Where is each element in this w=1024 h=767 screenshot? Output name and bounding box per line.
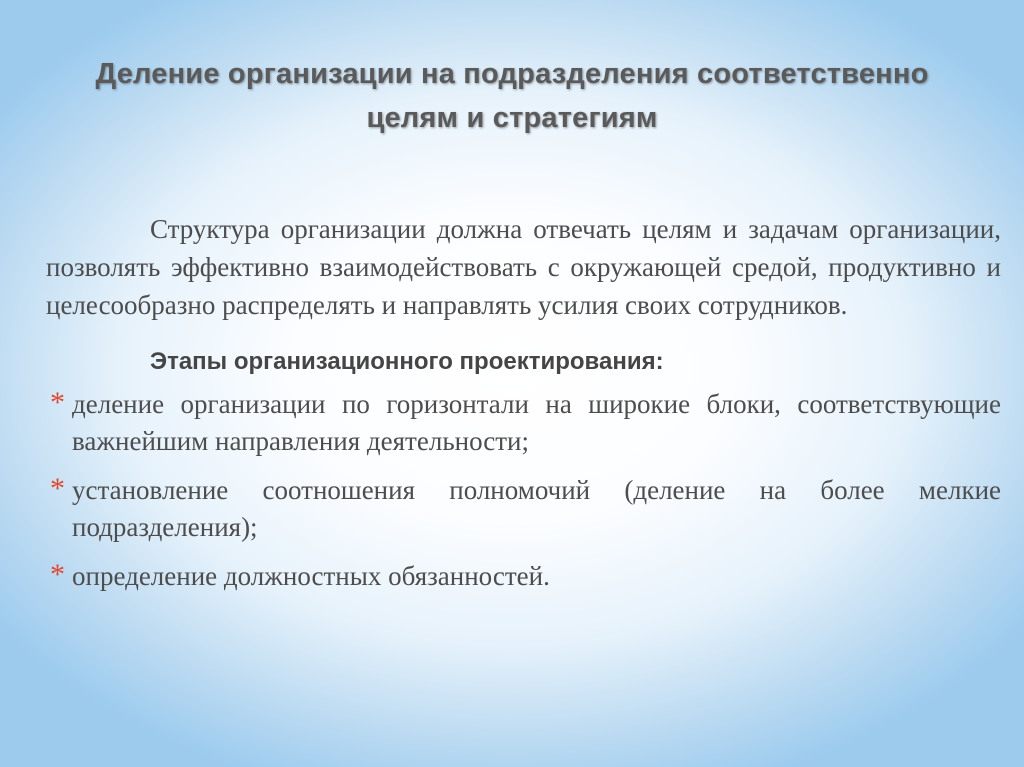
list-item (46, 386, 1001, 460)
stage-text: деление организации по горизонтали на широкие блоки, соответствующие важнейшим направления деятельности; (72, 389, 1001, 456)
asterisk-bullet-icon: * (50, 558, 65, 591)
list-item (46, 558, 1001, 595)
slide-title-line-1: Деление организации на подразделения соответственно (95, 58, 929, 90)
asterisk-bullet-icon: * (50, 386, 65, 419)
intro-paragraph: Структура организации должна отвечать целям и задачам организации, позволять эффективно взаимодействовать с окружающей средой, продуктивно и целесообразно распределять и направлять усилия своих сотрудников. (46, 214, 1001, 320)
slide-title-line-2: целям и стратегиям (366, 102, 658, 134)
stages-list (46, 386, 1001, 595)
slide-title (60, 52, 964, 140)
asterisk-bullet-icon: * (50, 472, 65, 505)
slide-body (46, 210, 1001, 607)
list-item (46, 472, 1001, 546)
stages-heading: Этапы организационного проектирования: (150, 348, 664, 375)
stage-text: определение должностных обязанностей. (72, 561, 550, 591)
stage-text: установление соотношения полномочий (деление на более мелкие подразделения); (72, 475, 1001, 542)
